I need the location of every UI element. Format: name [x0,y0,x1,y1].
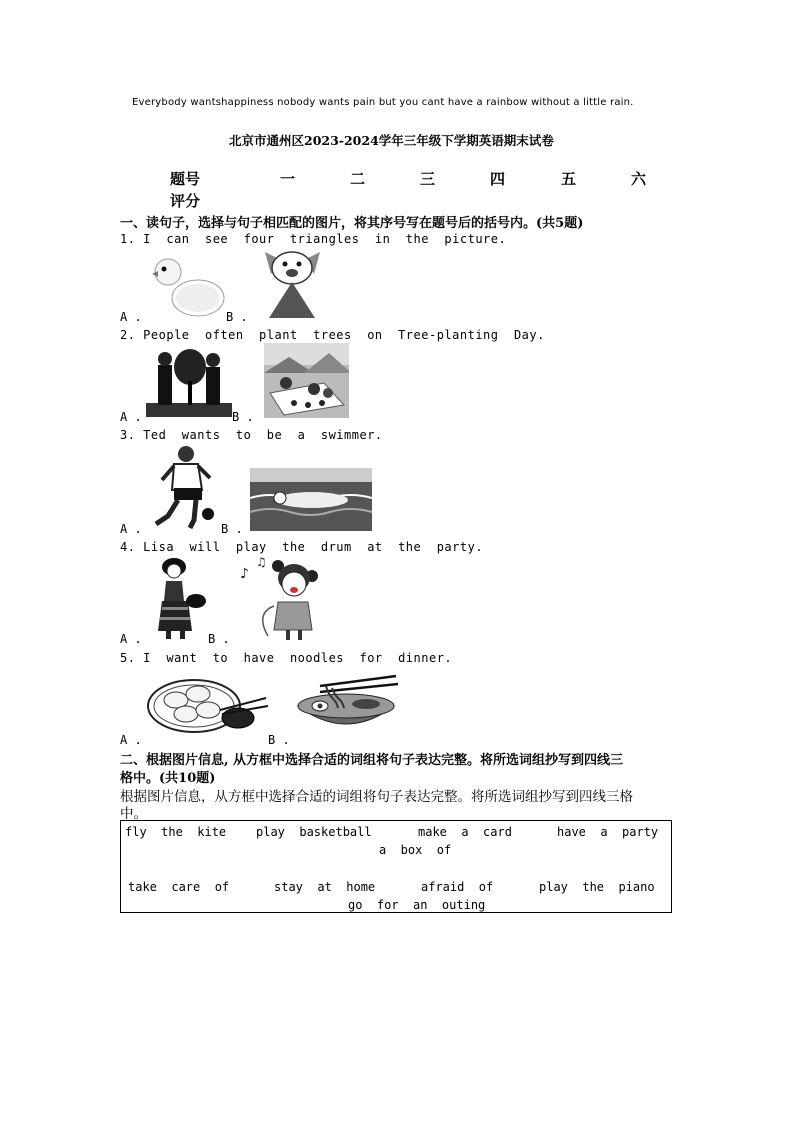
part2-instruction-line2: 中。 [120,806,147,822]
question-5-option-a: A . [120,733,142,747]
word-box [120,820,672,913]
swimmer-picture [250,468,372,531]
question-2-option-b: B . [232,410,254,424]
part2-instruction-line1: 根据图片信息，从方框中选择合适的词组将句子表达完整。将所选词组抄写到四线三格 [120,789,633,805]
question-5-text: 5. I want to have noodles for dinner. [120,651,453,665]
svg-text:♪: ♪ [240,566,249,582]
part1-heading: 一、读句子，选择与句子相匹配的图片，将其序号写在题号后的括号内。(共5题) [120,216,584,231]
singing-girl-picture [238,556,320,642]
word-option: go for an outing [348,898,486,912]
part2-heading-line2: 格中。(共10题) [120,771,216,786]
word-option: a box of [379,843,452,857]
question-3-text: 3. Ted wants to be a swimmer. [120,428,383,442]
question-5-option-b: B . [268,733,290,747]
score-col-1: 一 [280,170,296,188]
score-row2-label: 评分 [170,192,201,210]
question-3-option-a: A . [120,522,142,536]
duck-picture [148,252,226,320]
question-4-text: 4. Lisa will play the drum at the party. [120,540,484,554]
word-option: play basketball [256,825,372,839]
word-option: play the piano [539,880,655,894]
word-option: stay at home [274,880,376,894]
soccer-player-picture [150,444,220,530]
question-1-option-b: B . [226,310,248,324]
part2-heading-line1: 二、根据图片信息, 从方框中选择合适的词组将句子表达完整。将所选词组抄写到四线三 [120,753,624,768]
score-col-6: 六 [631,170,647,188]
score-col-4: 四 [490,170,506,188]
question-2-text: 2. People often plant trees on Tree-planting Day. [120,328,545,342]
noodles-picture [296,670,400,740]
picnic-picture [264,343,349,418]
word-option: fly the kite [125,825,227,839]
score-row-label: 题号 [170,170,201,188]
planting-trees-picture [146,345,232,417]
word-option: make a card [418,825,512,839]
question-2-option-a: A . [120,410,142,424]
motto-text: Everybody wantshappiness nobody wants pain but you cant have a rainbow without a little rain. [132,97,634,108]
question-4-option-b: B . [208,632,230,646]
question-3-option-b: B . [221,522,243,536]
drum-girl-picture [148,555,206,640]
word-option: have a party [557,825,659,839]
word-option: take care of [128,880,230,894]
score-col-2: 二 [350,170,366,188]
question-1-option-a: A . [120,310,142,324]
question-4-option-a: A . [120,632,142,646]
score-col-3: 三 [420,170,436,188]
svg-text:♫: ♫ [256,556,267,569]
score-col-5: 五 [561,170,577,188]
question-1-text: 1. I can see four triangles in the picture. [120,232,507,246]
page-title: 北京市通州区2023-2024学年三年级下学期英语期末试卷 [229,133,554,148]
word-option: afraid of [421,880,494,894]
pig-triangle-picture [255,246,330,320]
dumplings-picture [146,672,270,734]
